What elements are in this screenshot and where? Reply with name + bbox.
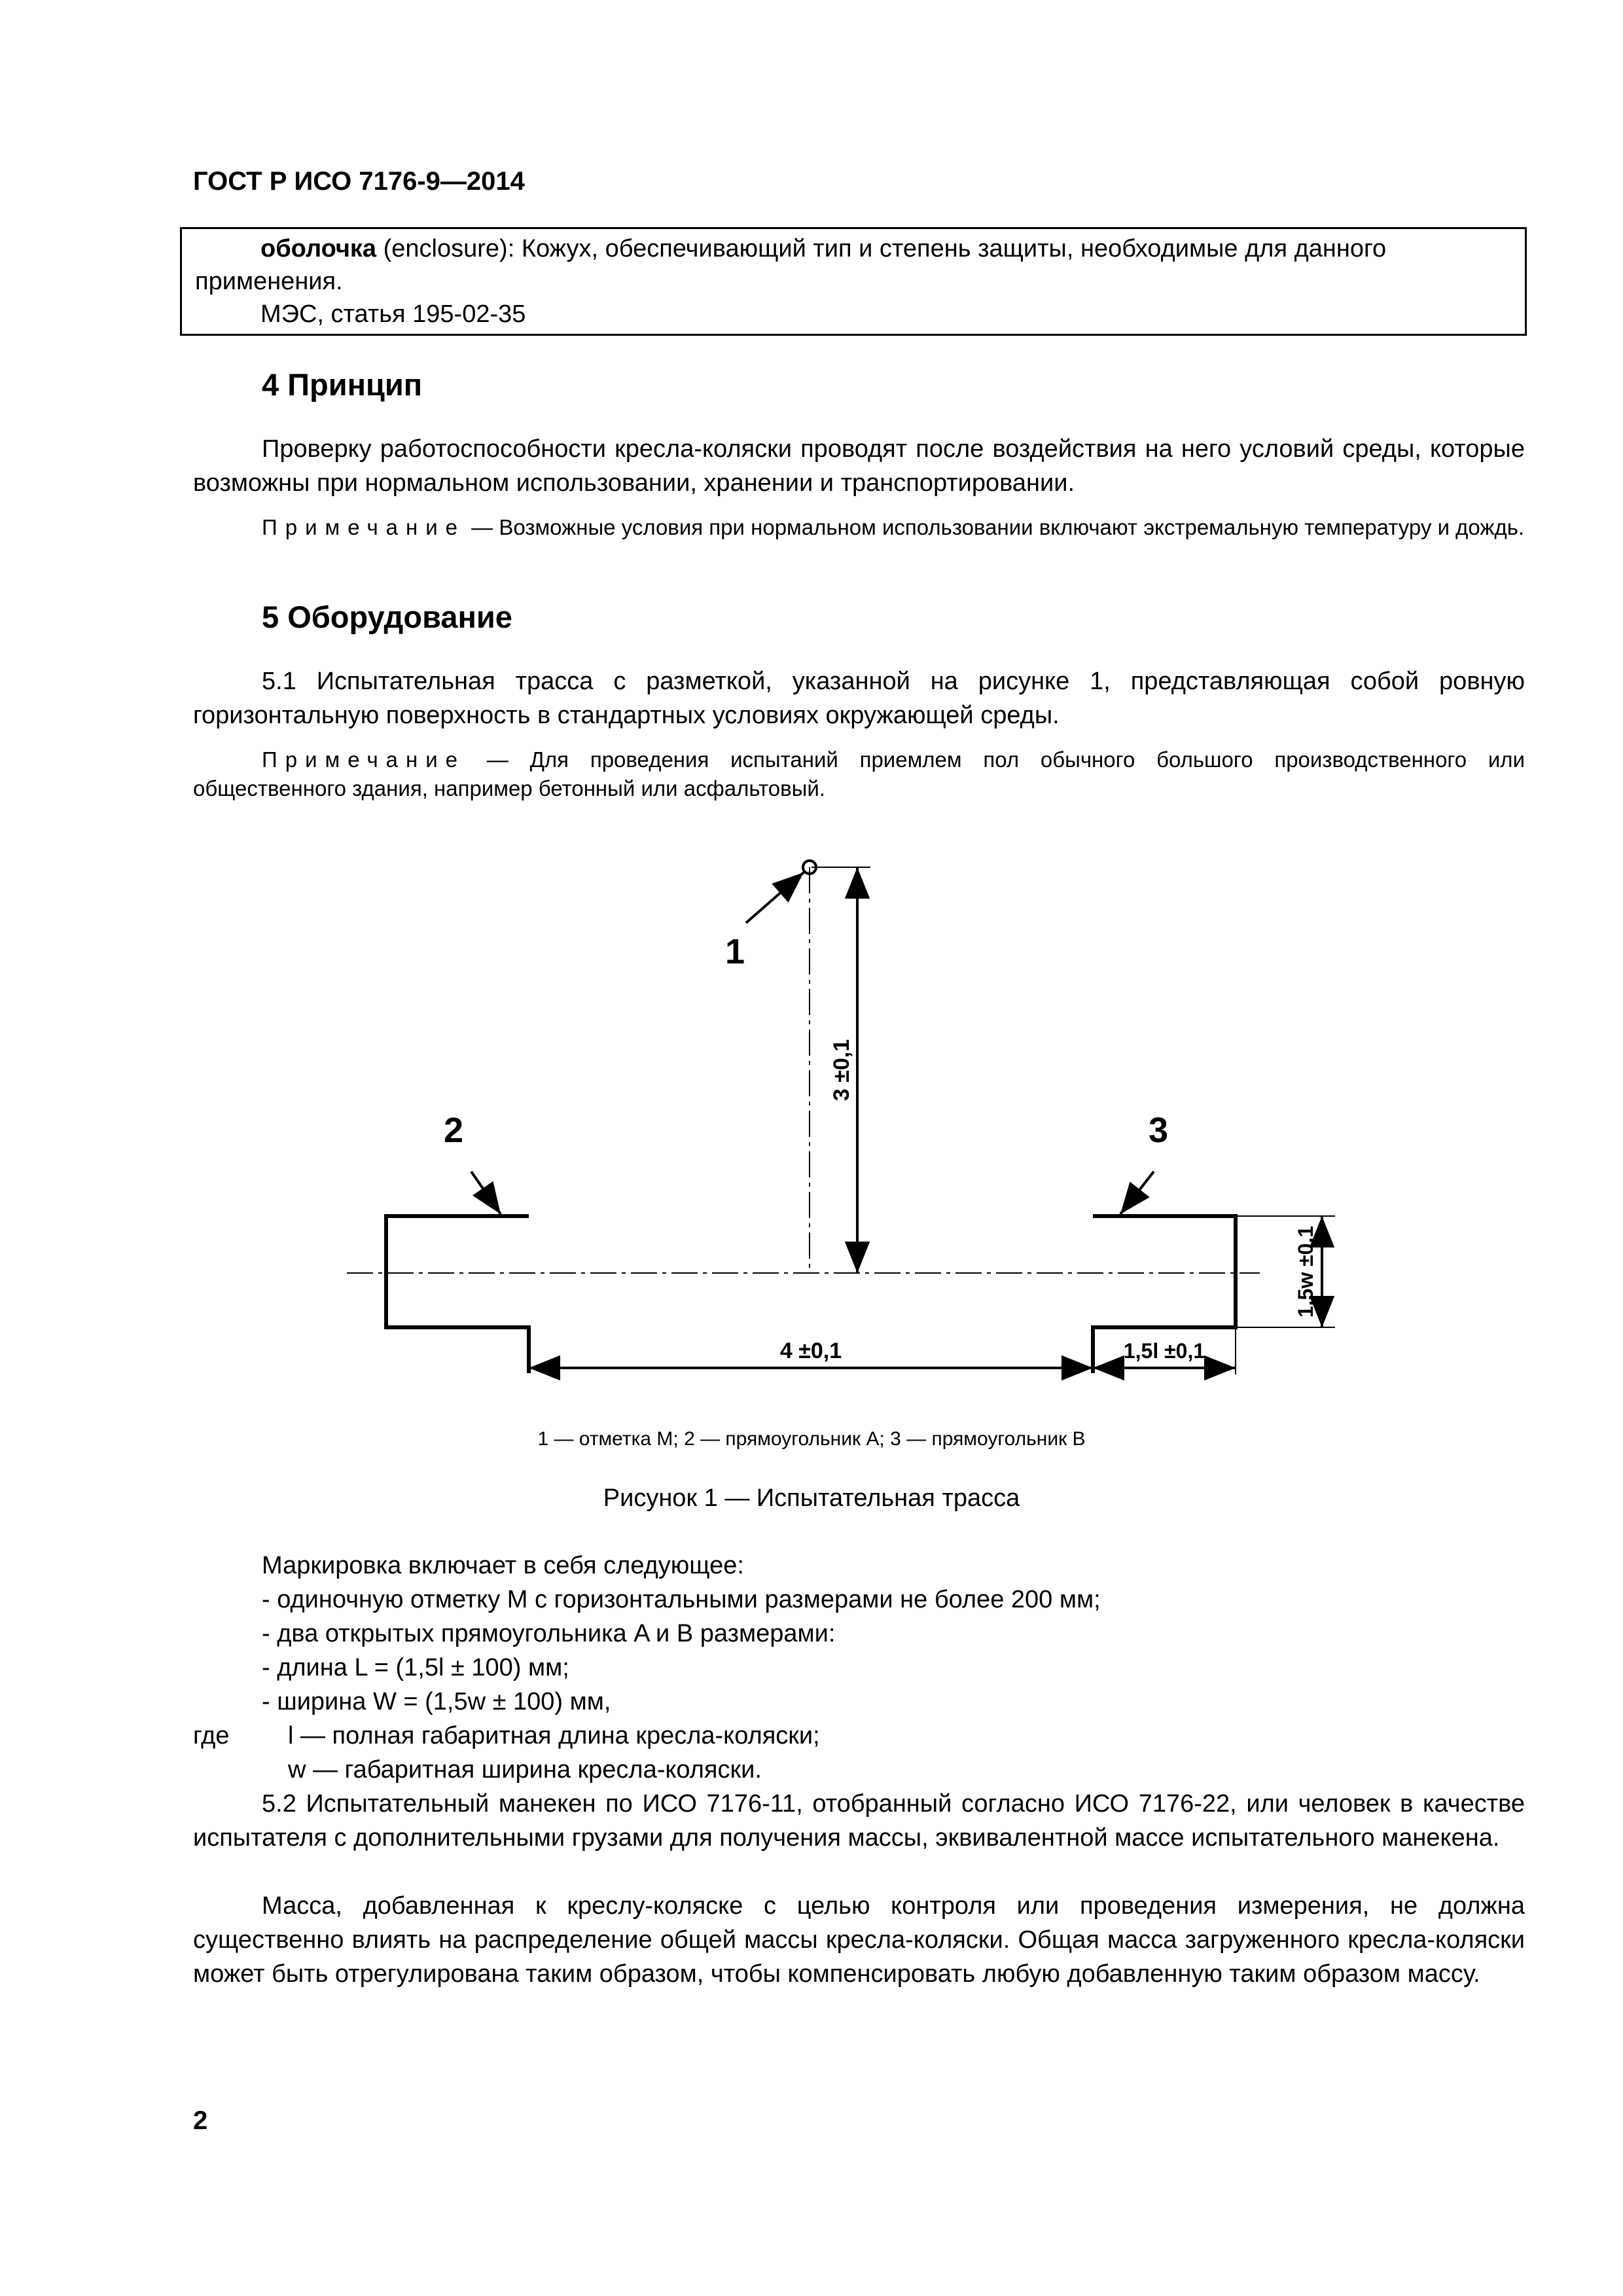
definition-term: оболочка <box>260 235 377 262</box>
figure-caption: Рисунок 1 — Испытательная трасса <box>603 1484 1020 1512</box>
document-header: ГОСТ Р ИСО 7176-9—2014 <box>193 167 525 196</box>
marking-item: - два открытых прямоугольника A и B размерами: <box>262 1620 836 1647</box>
marking-list <box>262 1549 1101 1719</box>
section-4-paragraph: Проверку работоспособности кресла-коляски проводят после воздействия на него условий среды, которые возможны при нормальном использовании, хранении и транспортировании. <box>193 435 1525 497</box>
note-label: Примечание <box>262 515 466 539</box>
section-5-heading: 5 Оборудование <box>262 600 512 634</box>
marking-item: - одиночную отметку M с горизонтальными размерами не более 200 мм; <box>262 1586 1101 1613</box>
where-definitions <box>288 1719 820 1787</box>
definition-text: (enclosure): Кожух, обеспечивающий тип и степень защиты, необходимые для данного <box>376 235 1387 262</box>
definition-w: w — габаритная ширина кресла-коляски. <box>288 1756 762 1784</box>
page-number: 2 <box>193 2106 208 2135</box>
marking-item: - ширина W = (1,5w ± 100) мм, <box>262 1688 611 1715</box>
note-label: Примечание <box>262 747 466 772</box>
marking-intro: Маркировка включает в себя следующее: <box>262 1552 744 1579</box>
definition-l: l — полная габаритная длина кресла-коляски; <box>288 1722 820 1749</box>
definition-line-2: применения. <box>195 268 343 295</box>
callout-3-label: 3 <box>1149 1111 1169 1150</box>
definition-source: МЭС, статья 195-02-35 <box>260 300 526 328</box>
dim-rect-length-label: 1,5l ±0,1 <box>1123 1339 1205 1363</box>
marking-item: - длина L = (1,5l ± 100) мм; <box>262 1654 569 1681</box>
note-text: — Для проведения испытаний приемлем пол обычного большого производственного или общественного здания, например бетонный или асфальтовый. <box>193 747 1525 800</box>
callout-2-label: 2 <box>444 1111 464 1150</box>
mass-paragraph: Масса, добавленная к креслу-коляске с целью контроля или проведения измерения, не должна существенно влиять на распределение общей массы кресла-коляски. Общая масса загруженного кресла-коляски может быть отрегулирована таким образом, чтобы компенсировать любую добавленную таким образом массу. <box>193 1892 1525 1988</box>
figure-legend: 1 — отметка M; 2 — прямоугольник A; 3 — прямоугольник B <box>537 1428 1086 1450</box>
callout-1-leader <box>746 872 804 923</box>
section-5-1-paragraph: 5.1 Испытательная трасса с разметкой, указанной на рисунке 1, представляющая собой ровную горизонтальную поверхность в стандартных условиях окружающей среды. <box>193 668 1525 729</box>
section-4-heading: 4 Принцип <box>262 367 423 402</box>
dim-rect-width-label: 1,5w ±0,1 <box>1294 1225 1317 1318</box>
dim-vertical-label: 3 ±0,1 <box>829 1039 854 1102</box>
dim-horizontal-label: 4 ±0,1 <box>779 1338 842 1363</box>
rectangle-a <box>386 1216 529 1373</box>
callout-2-leader <box>471 1172 501 1214</box>
section-5-2-paragraph: 5.2 Испытательный манекен по ИСО 7176-11, отобранный согласно ИСО 7176-22, или человек в качестве испытателя с дополнительными грузами для получения массы, эквивалентной массе испытательного манекена. <box>193 1790 1525 1852</box>
callout-3-leader <box>1120 1172 1154 1214</box>
where-label: где <box>193 1722 230 1749</box>
note-text: — Возможные условия при нормальном использовании включают экстремальную температуру и дождь. <box>465 515 1525 539</box>
callout-1-label: 1 <box>725 932 745 971</box>
